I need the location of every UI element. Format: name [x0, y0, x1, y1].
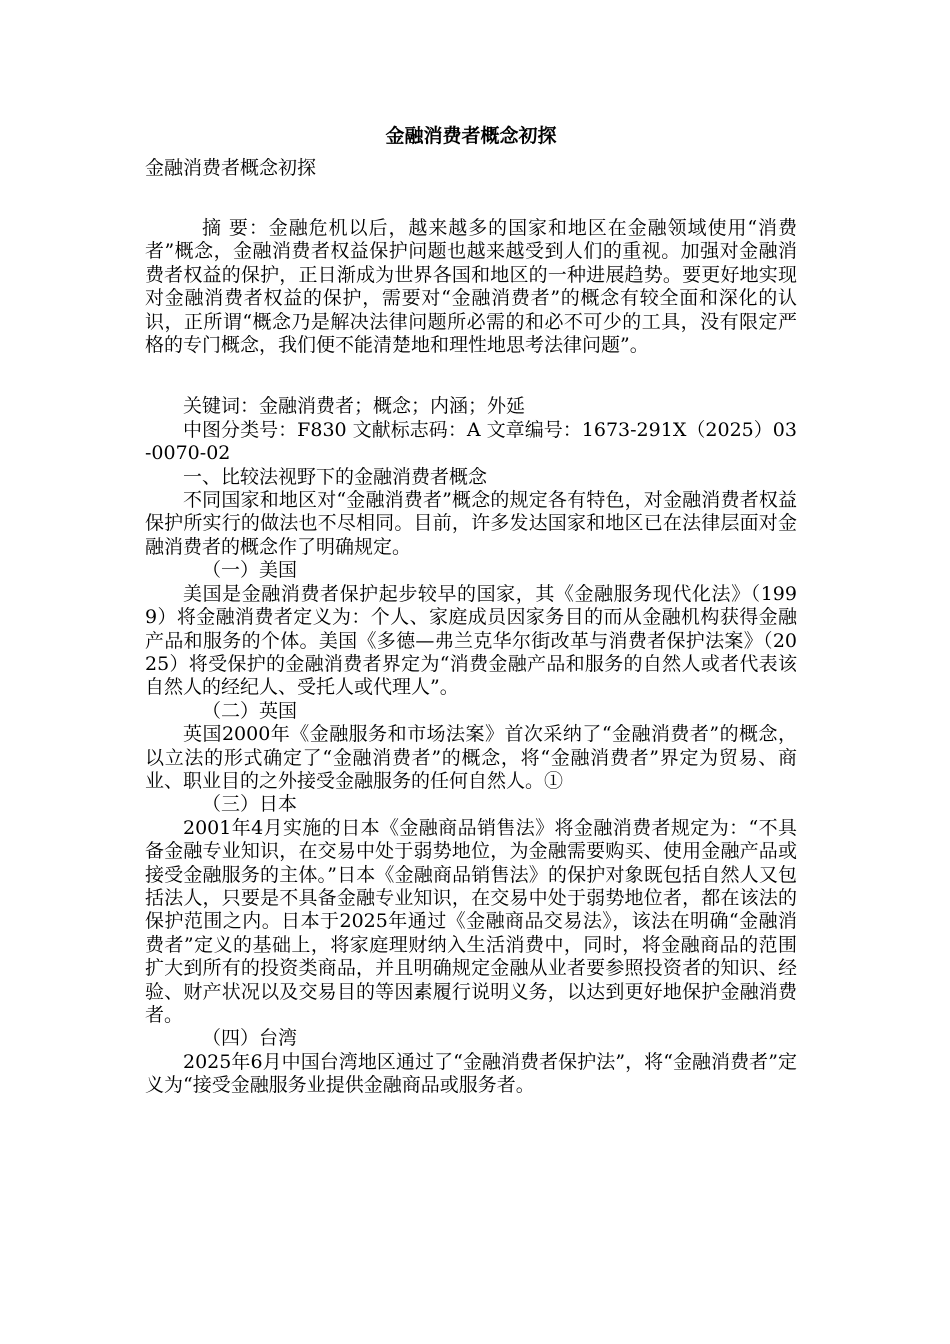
japan-paragraph: 2001年4月实施的日本《金融商品销售法》将金融消费者规定为：“不具备金融专业知识，在交易中处于弱势地位，为金融需要购买、使用金融产品或接受金融服务的主体。”日本《金融商品销售法》的保护对象既包括自然人又包括法人，只要是不具备金融专业知识，在交易中处于弱势地位者，都在该法的保护范围之内。日本于2025年通过《金融商品交易法》，该法在明确“金融消费者”定义的基础上，将家庭理财纳入生活消费中，同时，将金融商品的范围扩大到所有的投资类商品，并且明确规定金融从业者要参照投资者的知识、经验、财产状况以及交易目的等因素履行说明义务，以达到更好地保护金融消费者。: [145, 816, 797, 1026]
subsection-heading-japan: （三）日本: [202, 793, 298, 816]
abstract-paragraph: 摘 要：金融危机以后，越来越多的国家和地区在金融领域使用“消费者”概念，金融消费者权益保护问题也越来越受到人们的重视。加强对金融消费者权益的保护，正日渐成为世界各国和地区的一种进展趋势。要更好地实现对金融消费者权益的保护，需要对“金融消费者”的概念有较全面和深化的认识，正所谓“概念乃是解决法律问题所必需的和必不可少的工具，没有限定严格的专门概念，我们便不能清楚地和理性地思考法律问题”。: [145, 217, 797, 357]
document-page: [145, 120, 797, 1098]
document-title: 金融消费者概念初探: [385, 125, 557, 147]
taiwan-paragraph: 2025年6月中国台湾地区通过了“金融消费者保护法”，将“金融消费者”定义为“接受金融服务业提供金融商品或服务者。: [145, 1050, 797, 1097]
us-paragraph: 美国是金融消费者保护起步较早的国家，其《金融服务现代化法》（1999）将金融消费者定义为：个人、家庭成员因家务目的而从金融机构获得金融产品和服务的个体。美国《多德—弗兰克华尔街改革与消费者保护法案》（2025）将受保护的金融消费者界定为“消费金融产品和服务的自然人或者代表该自然人的经纪人、受托人或代理人”。: [145, 582, 797, 699]
subsection-heading-uk: （二）英国: [202, 699, 298, 722]
document-subtitle: 金融消费者概念初探: [145, 157, 317, 179]
classification-line: 中图分类号：F830 文献标志码：A 文章编号：1673-291X（2025）03-0070-02: [145, 418, 797, 465]
subsection-heading-us: （一）美国: [202, 559, 298, 582]
section-intro-paragraph: 不同国家和地区对“金融消费者”概念的规定各有特色，对金融消费者权益保护所实行的做法也不尽相同。目前，许多发达国家和地区已在法律层面对金融消费者的概念作了明确规定。: [145, 489, 797, 558]
uk-paragraph: 英国2000年《金融服务和市场法案》首次采纳了“金融消费者”的概念，以立法的形式确定了“金融消费者”的概念，将“金融消费者”界定为贸易、商业、职业目的之外接受金融服务的任何自然人。①: [145, 723, 797, 792]
keywords-line: 关键词：金融消费者；概念；内涵；外延: [183, 395, 526, 418]
section-heading-comparative-law: 一、比较法视野下的金融消费者概念: [183, 465, 488, 488]
subsection-heading-taiwan: （四）台湾: [202, 1027, 298, 1050]
